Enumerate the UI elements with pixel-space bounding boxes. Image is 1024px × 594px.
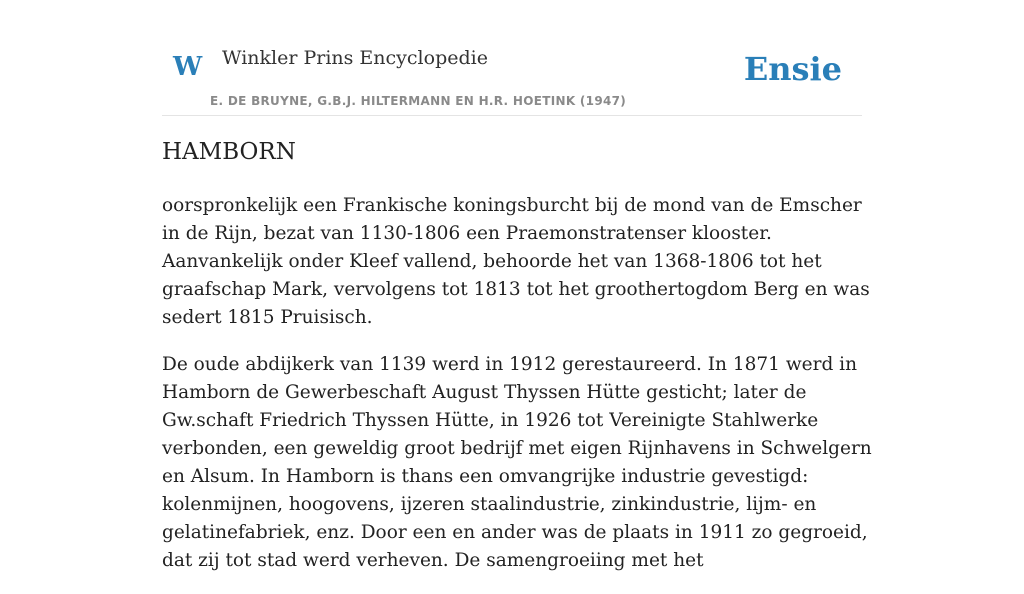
winkler-prins-logo[interactable]: W: [173, 52, 203, 82]
ensie-logo[interactable]: Ensie: [743, 50, 842, 88]
authors-byline: E. DE BRUYNE, G.B.J. HILTERMANN EN H.R. HOETINK (1947): [210, 94, 627, 108]
header: [162, 40, 862, 116]
article-paragraph: De oude abdijkerk van 1139 werd in 1912 gerestaureerd. In 1871 werd in Hamborn de Gewerbeschaft August Thyssen Hütte gesticht; later de Gw.schaft Friedrich Thyssen Hütte, in 1926 tot Vereinigte Stahlwerke verbonden, een geweldig groot bedrijf met eigen Rijnhavens in Schwelgern en Alsum. In Hamborn is thans een omvangrijke industrie gevestigd: kolenmijnen, hoogovens, ijzeren staalindustrie, zinkindustrie, lijm- en gelatinefabriek, enz. Door een en ander was de plaats in 1911 zo gegroeid, dat zij tot stad werd verheven. De samengroeiing met het: [162, 354, 872, 571]
site-title[interactable]: Winkler Prins Encyclopedie: [222, 47, 488, 69]
article-title: HAMBORN: [162, 139, 296, 165]
article-body: [162, 192, 872, 594]
article-paragraph: oorspronkelijk een Frankische koningsburcht bij de mond van de Emscher in de Rijn, bezat van 1130-1806 een Praemonstratenser klooster. Aanvankelijk onder Kleef vallend, behoorde het van 1368-1806 tot het graafschap Mark, vervolgens tot 1813 tot het groothertogdom Berg en was sedert 1815 Pruisisch.: [162, 195, 870, 328]
